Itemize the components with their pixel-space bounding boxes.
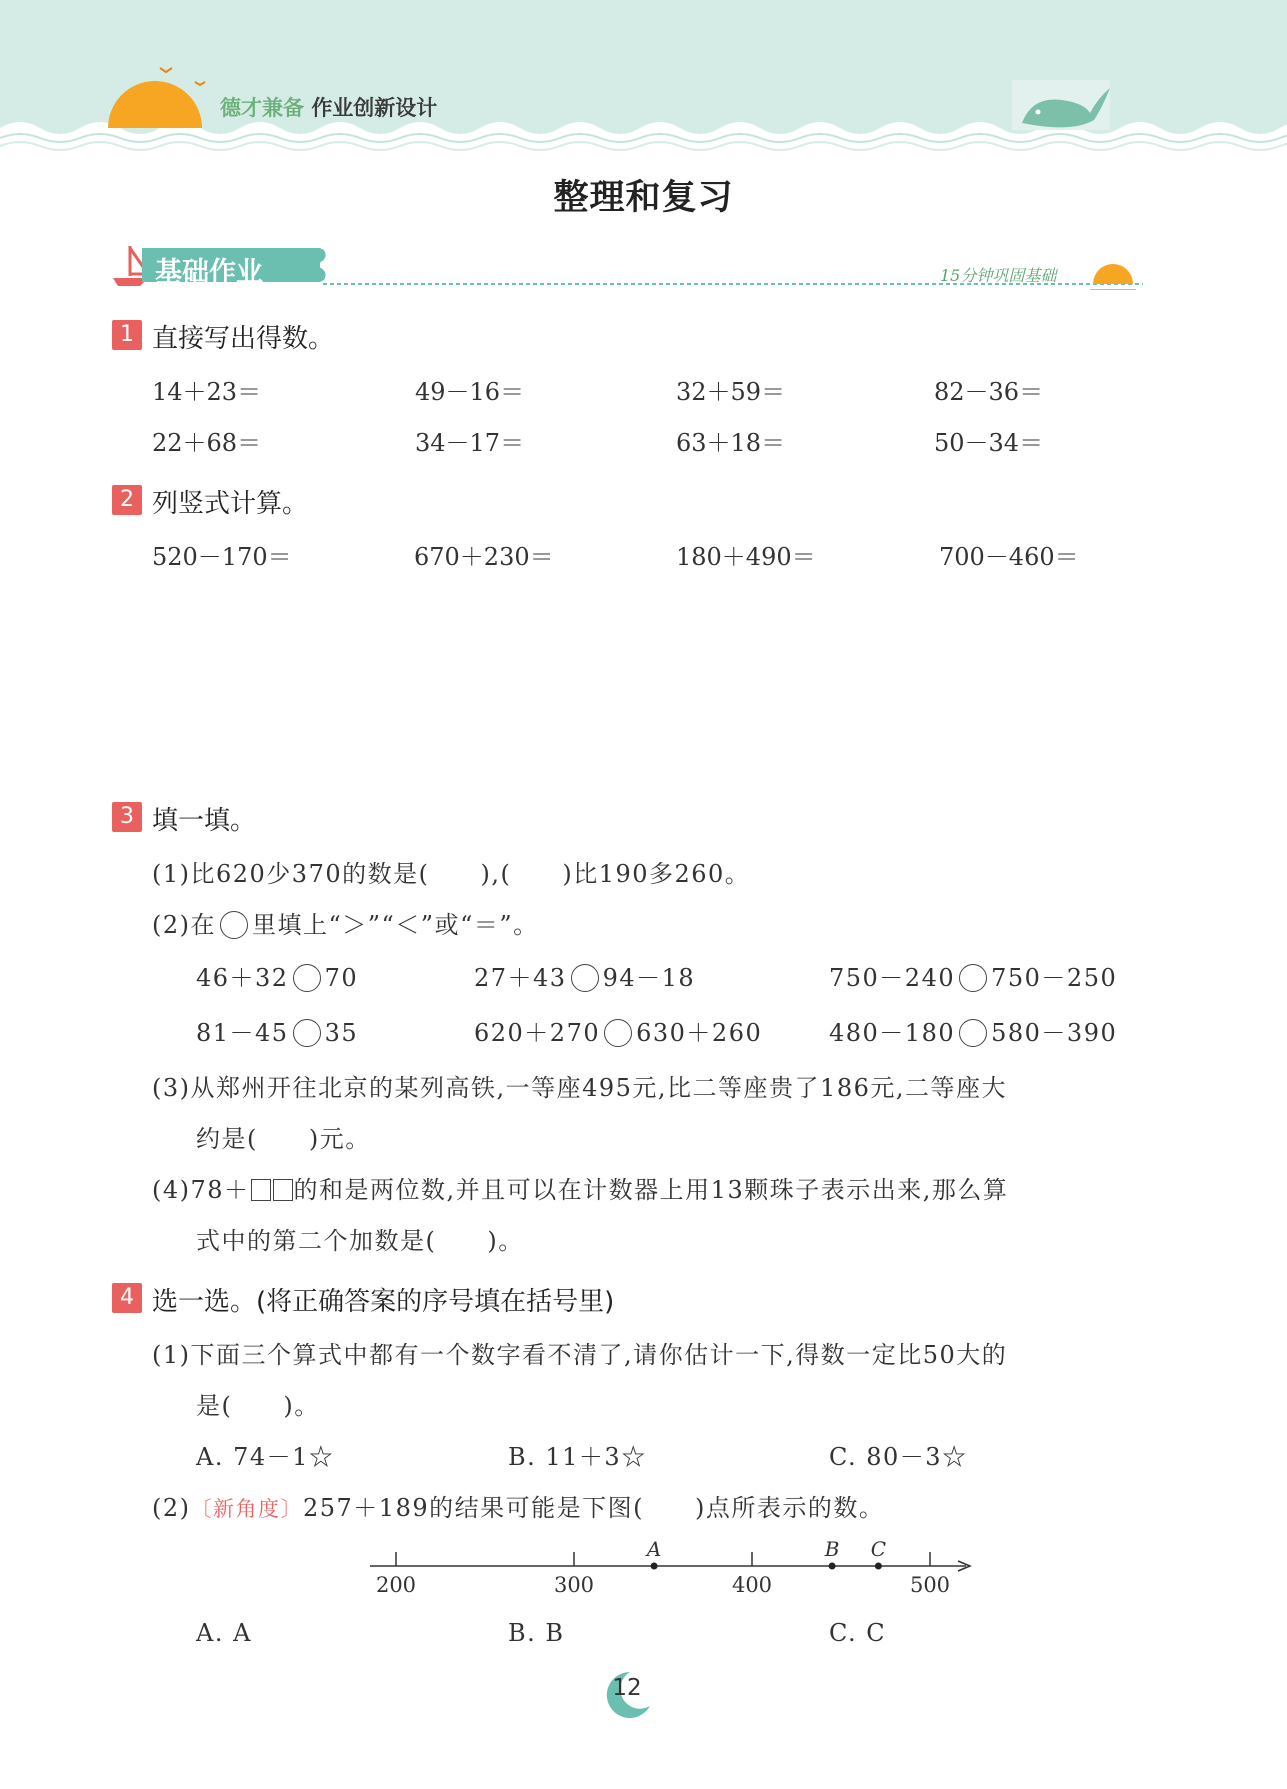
equation: 82－36＝ xyxy=(934,378,1044,406)
text-part: (4)78＋ xyxy=(152,1176,250,1204)
blank-box xyxy=(251,1179,271,1201)
option-b: B. 11＋3☆ xyxy=(508,1443,647,1471)
compare-circle[interactable] xyxy=(293,1019,321,1047)
equation: 700－460＝ xyxy=(939,543,1079,571)
compare-right: 70 xyxy=(324,964,359,992)
equation: 32＋59＝ xyxy=(676,378,786,406)
compare-item xyxy=(474,958,695,993)
text-part: (2) xyxy=(152,1494,191,1522)
question-text: 是( )。 xyxy=(196,1392,320,1420)
compare-item xyxy=(196,958,358,993)
equation: 14＋23＝ xyxy=(152,378,262,406)
compare-item xyxy=(474,1013,762,1048)
question-number: 1 xyxy=(112,320,142,350)
compare-circle[interactable] xyxy=(604,1019,632,1047)
compare-circle[interactable] xyxy=(959,1019,987,1047)
compare-item xyxy=(196,1013,358,1048)
compare-circle[interactable] xyxy=(959,964,987,992)
compare-right: 94－18 xyxy=(602,964,696,992)
compare-left: 81－45 xyxy=(196,1019,289,1047)
compare-left: 480－180 xyxy=(829,1019,956,1047)
number-line-tick-label: 400 xyxy=(731,1573,773,1597)
text-part: (2)在 xyxy=(152,911,216,939)
compare-left: 620＋270 xyxy=(474,1019,601,1047)
question-text: (1)下面三个算式中都有一个数字看不清了,请你估计一下,得数一定比50大的 xyxy=(152,1341,1008,1369)
brand-green: 德才兼备 xyxy=(220,96,304,120)
question-number: 4 xyxy=(112,1283,142,1313)
question-title: 直接写出得数。 xyxy=(152,324,335,354)
equation: 670＋230＝ xyxy=(414,543,554,571)
number-line-point-label: A xyxy=(646,1537,662,1561)
number-line-tick-label: 200 xyxy=(375,1573,417,1597)
question-text xyxy=(152,1488,884,1523)
question-text: (3)从郑州开往北京的某列高铁,一等座495元,比二等座贵了186元,二等座大 xyxy=(152,1074,1007,1102)
number-line-point xyxy=(651,1563,658,1570)
question-text xyxy=(152,1170,1008,1205)
option-c: C. C xyxy=(829,1619,887,1647)
question-text: 式中的第二个加数是( )。 xyxy=(196,1227,524,1255)
number-line-tick-label: 500 xyxy=(909,1573,951,1597)
number-line-point xyxy=(875,1563,882,1570)
equation: 520－170＝ xyxy=(152,543,292,571)
equation: 34－17＝ xyxy=(415,429,525,457)
compare-left: 750－240 xyxy=(829,964,956,992)
compare-circle[interactable] xyxy=(571,964,599,992)
number-line-tick-label: 300 xyxy=(553,1573,595,1597)
question-text: (1)比620少370的数是( ),( )比190多260。 xyxy=(152,860,751,888)
text-part: 257＋189的结果可能是下图( )点所表示的数。 xyxy=(303,1494,885,1522)
compare-circle xyxy=(220,911,248,939)
text-part: 里填上“＞”“＜”或“＝”。 xyxy=(252,911,539,939)
option-b: B. B xyxy=(508,1619,565,1647)
compare-circle[interactable] xyxy=(293,964,321,992)
number-line-point xyxy=(829,1563,836,1570)
page-title: 整理和复习 xyxy=(553,178,734,218)
question-title: 填一填。 xyxy=(152,806,257,836)
option-c: C. 80－3☆ xyxy=(829,1443,968,1471)
option-a: A. A xyxy=(196,1619,252,1647)
brand-text xyxy=(220,92,437,122)
sun-icon xyxy=(100,60,210,130)
compare-left: 27＋43 xyxy=(474,964,567,992)
compare-right: 580－390 xyxy=(991,1019,1118,1047)
equation: 49－16＝ xyxy=(415,378,525,406)
question-title: 列竖式计算。 xyxy=(152,489,309,519)
compare-item xyxy=(829,1013,1117,1048)
section-label: 基础作业 xyxy=(155,257,263,288)
compare-right: 750－250 xyxy=(991,964,1118,992)
number-line-point-label: C xyxy=(870,1537,887,1561)
whale-icon xyxy=(1012,78,1112,133)
page-number: 12 xyxy=(612,1675,642,1701)
text-part: 的和是两位数,并且可以在计数器上用13颗珠子表示出来,那么算 xyxy=(293,1176,1009,1204)
equation: 63＋18＝ xyxy=(676,429,786,457)
equation: 180＋490＝ xyxy=(676,543,816,571)
compare-right: 630＋260 xyxy=(636,1019,763,1047)
question-text: 约是( )元。 xyxy=(196,1125,371,1153)
equation: 22＋68＝ xyxy=(152,429,262,457)
question-text xyxy=(152,905,539,940)
number-line-point-label: B xyxy=(824,1537,840,1561)
equation: 50－34＝ xyxy=(934,429,1044,457)
question-number: 3 xyxy=(112,802,142,832)
compare-right: 35 xyxy=(324,1019,359,1047)
question-title: 选一选。(将正确答案的序号填在括号里) xyxy=(152,1287,615,1317)
question-number: 2 xyxy=(112,485,142,515)
blank-box xyxy=(273,1179,293,1201)
section-subtitle: 15分钟巩固基础 xyxy=(940,266,1057,285)
compare-left: 46＋32 xyxy=(196,964,289,992)
option-a: A. 74－1☆ xyxy=(196,1443,335,1471)
number-line xyxy=(360,1530,980,1610)
brand-dark: 作业创新设计 xyxy=(311,96,438,120)
compare-item xyxy=(829,958,1117,993)
new-angle-tag: 〔新角度〕 xyxy=(190,1497,303,1521)
